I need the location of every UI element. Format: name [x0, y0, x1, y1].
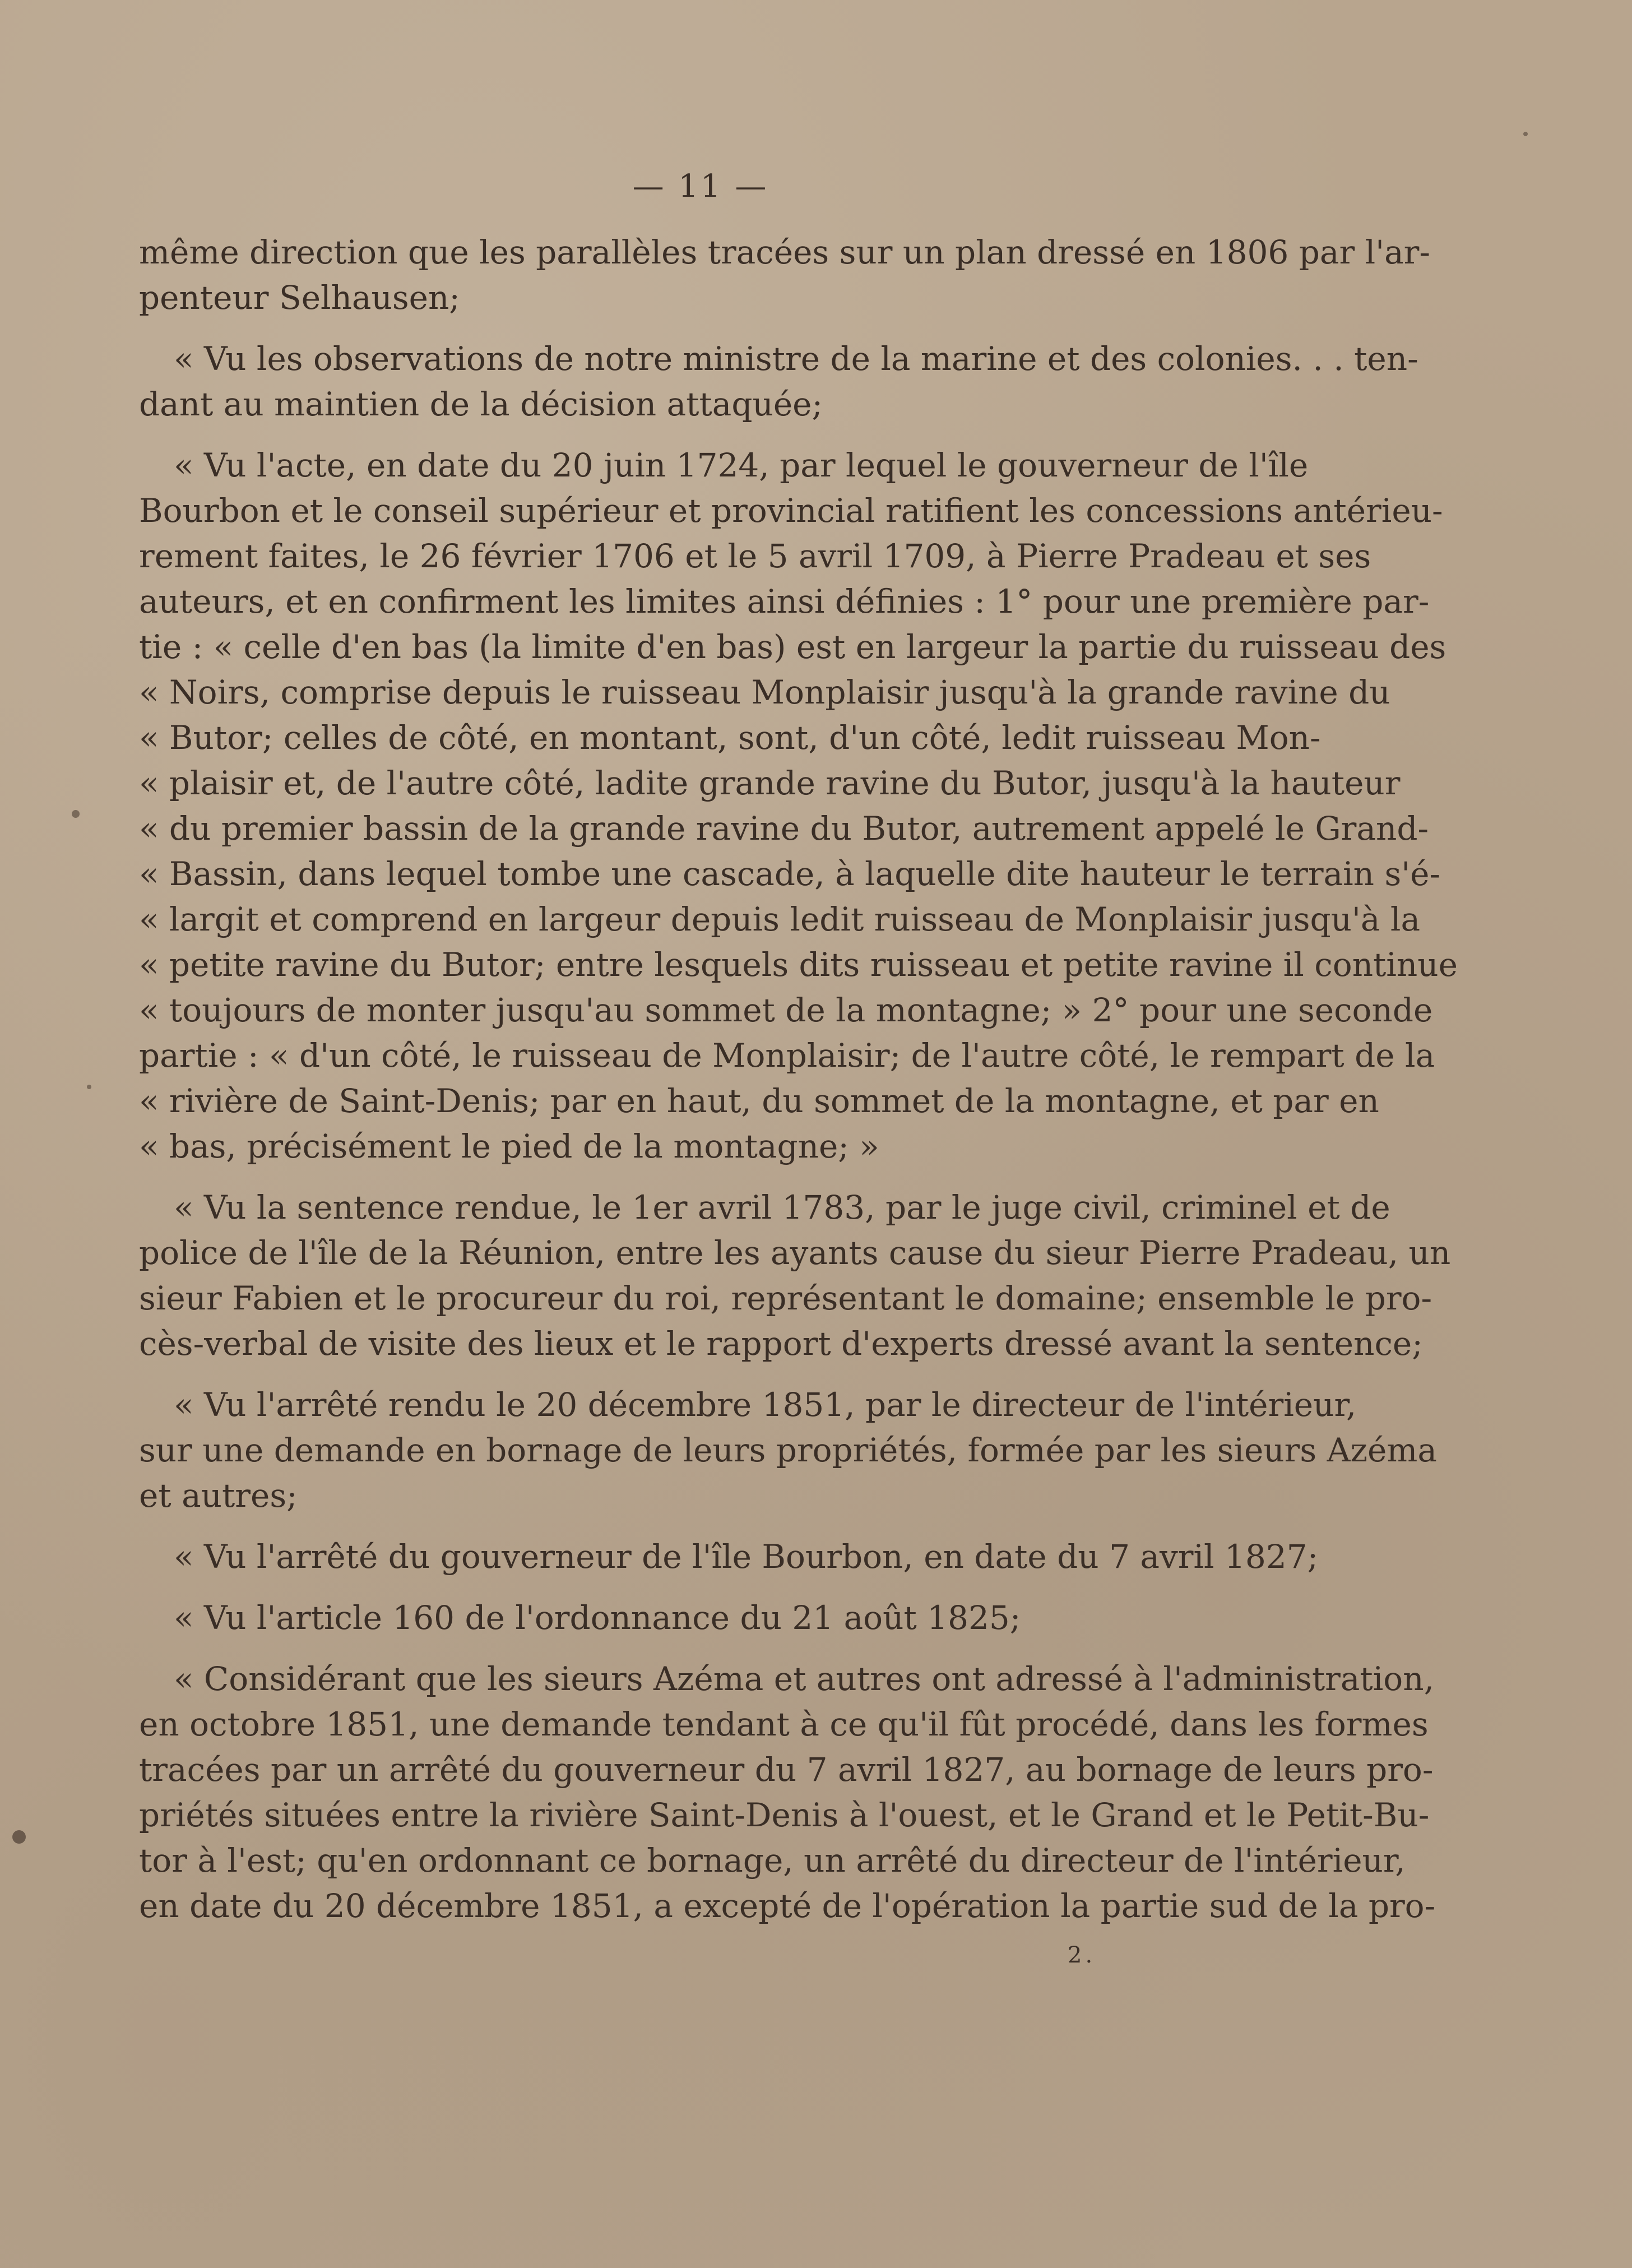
text-line: auteurs, et en confirment les limites ainsi définies : 1° pour une première par-	[139, 582, 1430, 621]
paragraph	[139, 1534, 1319, 1580]
text-line: police de l'île de la Réunion, entre les ayants cause du sieur Pierre Pradeau, un	[139, 1234, 1451, 1272]
text-line: « Vu la sentence rendue, le 1er avril 1783, par le juge civil, criminel et de	[174, 1188, 1390, 1226]
paragraph	[139, 443, 1458, 1169]
paper-speck	[12, 1830, 26, 1844]
text-line: sur une demande en bornage de leurs propriétés, formée par les sieurs Azéma	[139, 1431, 1437, 1469]
paper-speck	[72, 810, 80, 818]
text-line: même direction que les parallèles tracées sur un plan dressé en 1806 par l'ar-	[139, 233, 1430, 271]
text-line: tor à l'est; qu'en ordonnant ce bornage, un arrêté du directeur de l'intérieur,	[139, 1841, 1406, 1880]
text-line: « Bassin, dans lequel tombe une cascade, à laquelle dite hauteur le terrain s'é-	[139, 855, 1441, 893]
text-line: « Vu les observations de notre ministre de la marine et des colonies. . . ten-	[174, 340, 1418, 378]
text-line: « Butor; celles de côté, en montant, sont, d'un côté, ledit ruisseau Mon-	[139, 719, 1321, 757]
text-line: tracées par un arrêté du gouverneur du 7 avril 1827, au bornage de leurs pro-	[139, 1751, 1434, 1789]
text-line: sieur Fabien et le procureur du roi, représentant le domaine; ensemble le pro-	[139, 1279, 1432, 1317]
paragraph	[139, 1595, 1243, 1641]
body-text	[139, 230, 1458, 1929]
text-line: priétés situées entre la rivière Saint-Denis à l'ouest, et le Grand et le Petit-Bu-	[139, 1796, 1430, 1834]
text-line: penteur Selhausen;	[139, 279, 460, 317]
text-line: « Considérant que les sieurs Azéma et autres ont adressé à l'administration,	[174, 1660, 1435, 1698]
signature-mark: 2.	[1068, 1942, 1096, 1968]
paragraph	[139, 1185, 1451, 1367]
text-line: partie : « d'un côté, le ruisseau de Monplaisir; de l'autre côté, le rempart de la	[139, 1036, 1435, 1075]
text-line: « largit et comprend en largeur depuis ledit ruisseau de Monplaisir jusqu'à la	[139, 900, 1421, 938]
text-line: « rivière de Saint-Denis; par en haut, du sommet de la montagne, et par en	[139, 1082, 1379, 1120]
page-number: — 11 —	[632, 168, 769, 205]
text-line: cès-verbal de visite des lieux et le rapport d'experts dressé avant la sentence;	[139, 1325, 1423, 1363]
text-line: en octobre 1851, une demande tendant à ce qu'il fût procédé, dans les formes	[139, 1705, 1429, 1743]
paper-speck	[87, 1085, 91, 1089]
text-line: « Vu l'arrêté rendu le 20 décembre 1851, par le directeur de l'intérieur,	[174, 1386, 1357, 1424]
paragraph	[139, 1382, 1437, 1519]
text-line: rement faites, le 26 février 1706 et le 5 avril 1709, à Pierre Pradeau et ses	[139, 537, 1371, 575]
text-line: « petite ravine du Butor; entre lesquels dits ruisseau et petite ravine il continue	[139, 946, 1458, 984]
text-line: « bas, précisément le pied de la montagne; »	[139, 1127, 879, 1165]
text-line: « Vu l'acte, en date du 20 juin 1724, par lequel le gouverneur de l'île	[174, 446, 1309, 484]
text-line: « Vu l'article 160 de l'ordonnance du 21 août 1825;	[174, 1599, 1021, 1637]
text-line: et autres;	[139, 1476, 298, 1515]
paragraph	[139, 230, 1430, 321]
paragraph	[139, 336, 1418, 427]
paragraph	[139, 1656, 1436, 1929]
text-line: « Noirs, comprise depuis le ruisseau Monplaisir jusqu'à la grande ravine du	[139, 673, 1390, 711]
text-line: « du premier bassin de la grande ravine du Butor, autrement appelé le Grand-	[139, 809, 1429, 848]
text-line: tie : « celle d'en bas (la limite d'en bas) est en largeur la partie du ruisseau des	[139, 628, 1446, 666]
text-line: Bourbon et le conseil supérieur et provincial ratifient les concessions antérieu-	[139, 492, 1443, 530]
text-line: « plaisir et, de l'autre côté, ladite grande ravine du Butor, jusqu'à la hauteur	[139, 764, 1401, 802]
text-line: « Vu l'arrêté du gouverneur de l'île Bourbon, en date du 7 avril 1827;	[174, 1538, 1319, 1576]
paper-speck	[1523, 132, 1528, 136]
text-line: en date du 20 décembre 1851, a excepté de l'opération la partie sud de la pro-	[139, 1887, 1436, 1925]
text-line: dant au maintien de la décision attaquée;	[139, 385, 823, 423]
text-line: « toujours de monter jusqu'au sommet de la montagne; » 2° pour une seconde	[139, 991, 1433, 1029]
